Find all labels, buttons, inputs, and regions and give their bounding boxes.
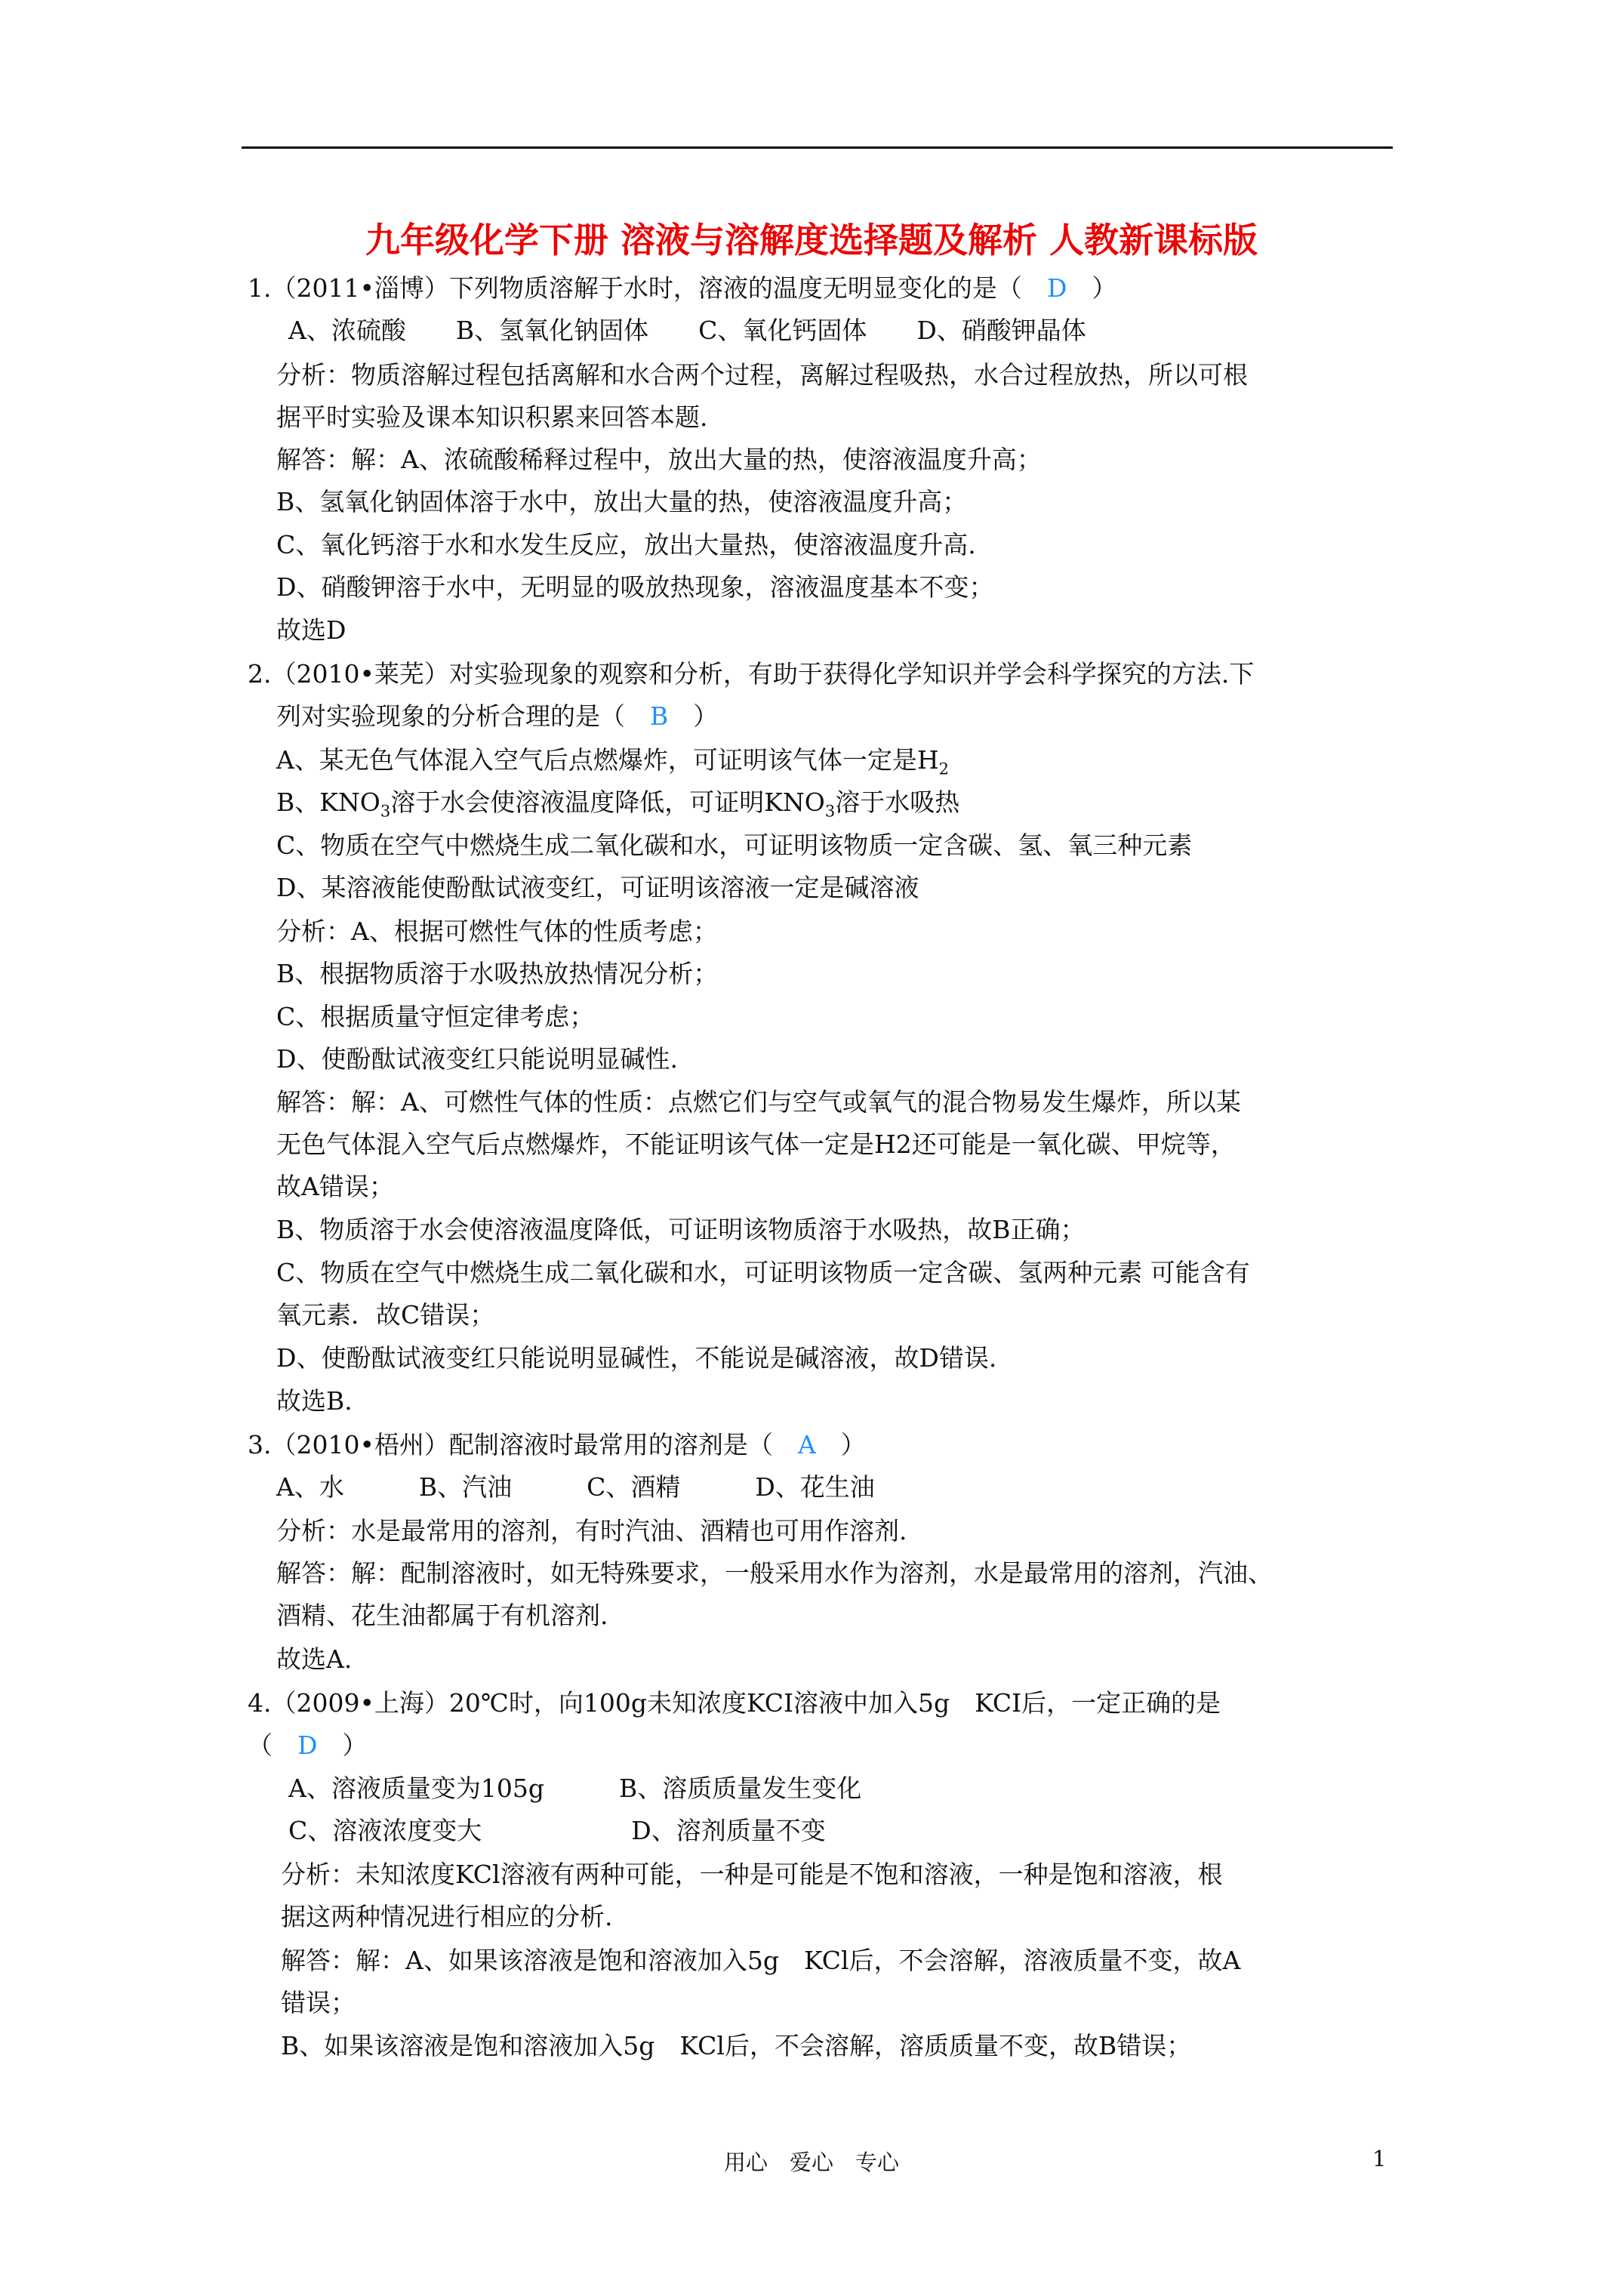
line-text: B、如果该溶液是饱和溶液加入5g KCl后，不会溶解，溶质质量不变，故B错误； bbox=[281, 2031, 1192, 2060]
line-text: （ bbox=[248, 1730, 297, 1760]
text-line bbox=[276, 1516, 907, 1546]
text-line bbox=[276, 701, 718, 732]
text-line bbox=[276, 1044, 678, 1074]
line-text: C、物质在空气中燃烧生成二氧化碳和水，可证明该物质一定含碳、氢两种元素 可能含有 bbox=[276, 1258, 1250, 1287]
line-text: B、物质溶于水会使溶液温度降低，可证明该物质溶于水吸热，故B正确； bbox=[276, 1215, 1086, 1244]
text-line bbox=[276, 1386, 353, 1416]
line-text: 氧元素．故C错误； bbox=[276, 1300, 495, 1330]
line-text: 溶于水吸热 bbox=[835, 787, 960, 817]
line-text: D、使酚酞试液变红只能说明显碱性，不能说是碱溶液，故D错误. bbox=[276, 1343, 997, 1373]
answer-letter: A bbox=[797, 1430, 816, 1459]
line-text: 故选B. bbox=[276, 1386, 353, 1416]
page-footer: 用心 爱心 专心 bbox=[723, 2150, 899, 2175]
subscript: 3 bbox=[380, 802, 391, 821]
line-text: 解答：解：配制溶液时，如无特殊要求，一般采用水作为溶剂，水是最常用的溶剂，汽油、 bbox=[276, 1558, 1273, 1588]
line-text: 列对实验现象的分析合理的是（ bbox=[276, 701, 650, 731]
text-line bbox=[276, 1644, 352, 1675]
answer-letter: D bbox=[1046, 273, 1067, 303]
line-text: D、硝酸钾溶于水中，无明显的吸放热现象，溶液温度基本不变； bbox=[276, 572, 994, 602]
text-line bbox=[276, 831, 1192, 861]
text-line bbox=[276, 1258, 1250, 1288]
text-line bbox=[248, 273, 1116, 304]
line-text: C、氧化钙溶于水和水发生反应，放出大量热，使溶液温度升高. bbox=[276, 530, 976, 559]
line-text: 据这两种情况进行相应的分析. bbox=[281, 1902, 613, 1931]
text-line bbox=[248, 659, 1254, 689]
text-line bbox=[276, 1472, 875, 1502]
answer-letter: B bbox=[650, 701, 669, 731]
document-title: 九年级化学下册 溶液与溶解度选择题及解析 人教新课标版 bbox=[365, 220, 1258, 260]
line-text: 溶于水会使溶液温度降低，可证明KNO bbox=[390, 787, 825, 817]
text-line bbox=[288, 316, 1086, 346]
text-line bbox=[281, 1946, 1240, 1976]
line-text: 故A错误； bbox=[276, 1172, 394, 1201]
line-text: ） bbox=[668, 701, 719, 731]
text-line bbox=[248, 1688, 1221, 1718]
line-text: 解答：解：A、浓硫酸稀释过程中，放出大量的热，使溶液温度升高； bbox=[276, 445, 1042, 474]
text-line bbox=[276, 572, 993, 603]
line-text: 解答：解：A、如果该溶液是饱和溶液加入5g KCl后，不会溶解，溶液质量不变，故A bbox=[281, 1946, 1241, 1975]
text-line bbox=[276, 1601, 608, 1631]
line-text: C、溶液浓度变大 D、溶剂质量不变 bbox=[288, 1816, 826, 1845]
text-line bbox=[276, 1215, 1086, 1245]
line-text: 分析：物质溶解过程包括离解和水合两个过程，离解过程吸热，水合过程放热，所以可根 bbox=[276, 360, 1248, 390]
text-line bbox=[276, 615, 346, 646]
line-text: 4.（2009•上海）20℃时，向100g未知浓度KCI溶液中加入5g KCI后，一定正确的是 bbox=[248, 1688, 1221, 1718]
header-rule bbox=[242, 146, 1393, 149]
text-line bbox=[276, 787, 959, 827]
subscript: 2 bbox=[938, 760, 949, 778]
line-text: 无色气体混入空气后点燃爆炸，不能证明该气体一定是H2还可能是一氧化碳、甲烷等， bbox=[276, 1130, 1236, 1159]
line-text: 1.（2011•淄博）下列物质溶解于水时，溶液的温度无明显变化的是（ bbox=[248, 273, 1047, 303]
line-text: 故选D bbox=[276, 615, 346, 645]
text-line bbox=[276, 1087, 1241, 1117]
line-text: 分析：未知浓度KCl溶液有两种可能，一种是可能是不饱和溶液，一种是饱和溶液，根 bbox=[281, 1860, 1223, 1889]
line-text: D、使酚酞试液变红只能说明显碱性. bbox=[276, 1044, 678, 1074]
text-line bbox=[276, 959, 718, 989]
text-line bbox=[248, 1730, 367, 1761]
text-line bbox=[276, 1558, 1273, 1589]
line-text: 2.（2010•莱芜）对实验现象的观察和分析，有助于获得化学知识并学会科学探究的方法.下 bbox=[248, 659, 1255, 689]
line-text: ） bbox=[815, 1430, 866, 1459]
line-text: A、某无色气体混入空气后点燃爆炸，可证明该气体一定是H bbox=[276, 745, 939, 775]
text-line bbox=[281, 1902, 613, 1932]
text-line bbox=[288, 1774, 861, 1804]
line-text: B、根据物质溶于水吸热放热情况分析； bbox=[276, 959, 719, 988]
text-line bbox=[281, 1860, 1223, 1890]
line-text: 酒精、花生油都属于有机溶剂. bbox=[276, 1601, 608, 1630]
line-text: 分析：A、根据可燃性气体的性质考虑； bbox=[276, 917, 718, 946]
text-line bbox=[276, 873, 919, 903]
answer-letter: D bbox=[297, 1730, 318, 1760]
line-text: 解答：解：A、可燃性气体的性质：点燃它们与空气或氧气的混合物易发生爆炸，所以某 bbox=[276, 1087, 1241, 1117]
line-text: 3.（2010•梧州）配制溶液时最常用的溶剂是（ bbox=[248, 1430, 798, 1459]
line-text: D、某溶液能使酚酞试液变红，可证明该溶液一定是碱溶液 bbox=[276, 873, 919, 902]
text-line bbox=[276, 530, 976, 560]
text-line bbox=[276, 1300, 494, 1330]
text-line bbox=[276, 360, 1248, 390]
line-text: A、水 B、汽油 C、酒精 D、花生油 bbox=[276, 1472, 875, 1502]
text-line bbox=[248, 1430, 866, 1460]
text-line bbox=[276, 917, 718, 947]
text-line bbox=[281, 1988, 356, 2018]
text-line bbox=[276, 1002, 594, 1032]
line-text: B、KNO bbox=[276, 787, 380, 817]
line-text: C、根据质量守恒定律考虑； bbox=[276, 1002, 595, 1031]
text-line bbox=[281, 2031, 1191, 2061]
line-text: A、浓硫酸 B、氢氧化钠固体 C、氧化钙固体 D、硝酸钾晶体 bbox=[288, 316, 1086, 345]
text-line bbox=[288, 1816, 826, 1846]
text-line bbox=[276, 1343, 996, 1373]
line-text: B、氢氧化钠固体溶于水中，放出大量的热，使溶液温度升高； bbox=[276, 487, 968, 516]
line-text: 错误； bbox=[281, 1988, 356, 2017]
text-line bbox=[276, 1172, 394, 1202]
line-text: ） bbox=[1067, 273, 1117, 303]
text-line bbox=[276, 445, 1042, 475]
line-text: 据平时实验及课本知识积累来回答本题. bbox=[276, 402, 708, 432]
text-line bbox=[276, 487, 967, 517]
subscript: 3 bbox=[824, 802, 836, 821]
line-text: C、物质在空气中燃烧生成二氧化碳和水，可证明该物质一定含碳、氢、氧三种元素 bbox=[276, 831, 1193, 860]
text-line bbox=[276, 745, 949, 784]
line-text: 故选A. bbox=[276, 1644, 353, 1674]
page-number: 1 bbox=[1372, 2146, 1387, 2171]
text-line bbox=[276, 1130, 1236, 1160]
line-text: 分析：水是最常用的溶剂，有时汽油、酒精也可用作溶剂. bbox=[276, 1516, 907, 1546]
line-text: ） bbox=[317, 1730, 368, 1760]
text-line bbox=[276, 402, 708, 433]
line-text: A、溶液质量变为105g B、溶质质量发生变化 bbox=[288, 1774, 862, 1803]
